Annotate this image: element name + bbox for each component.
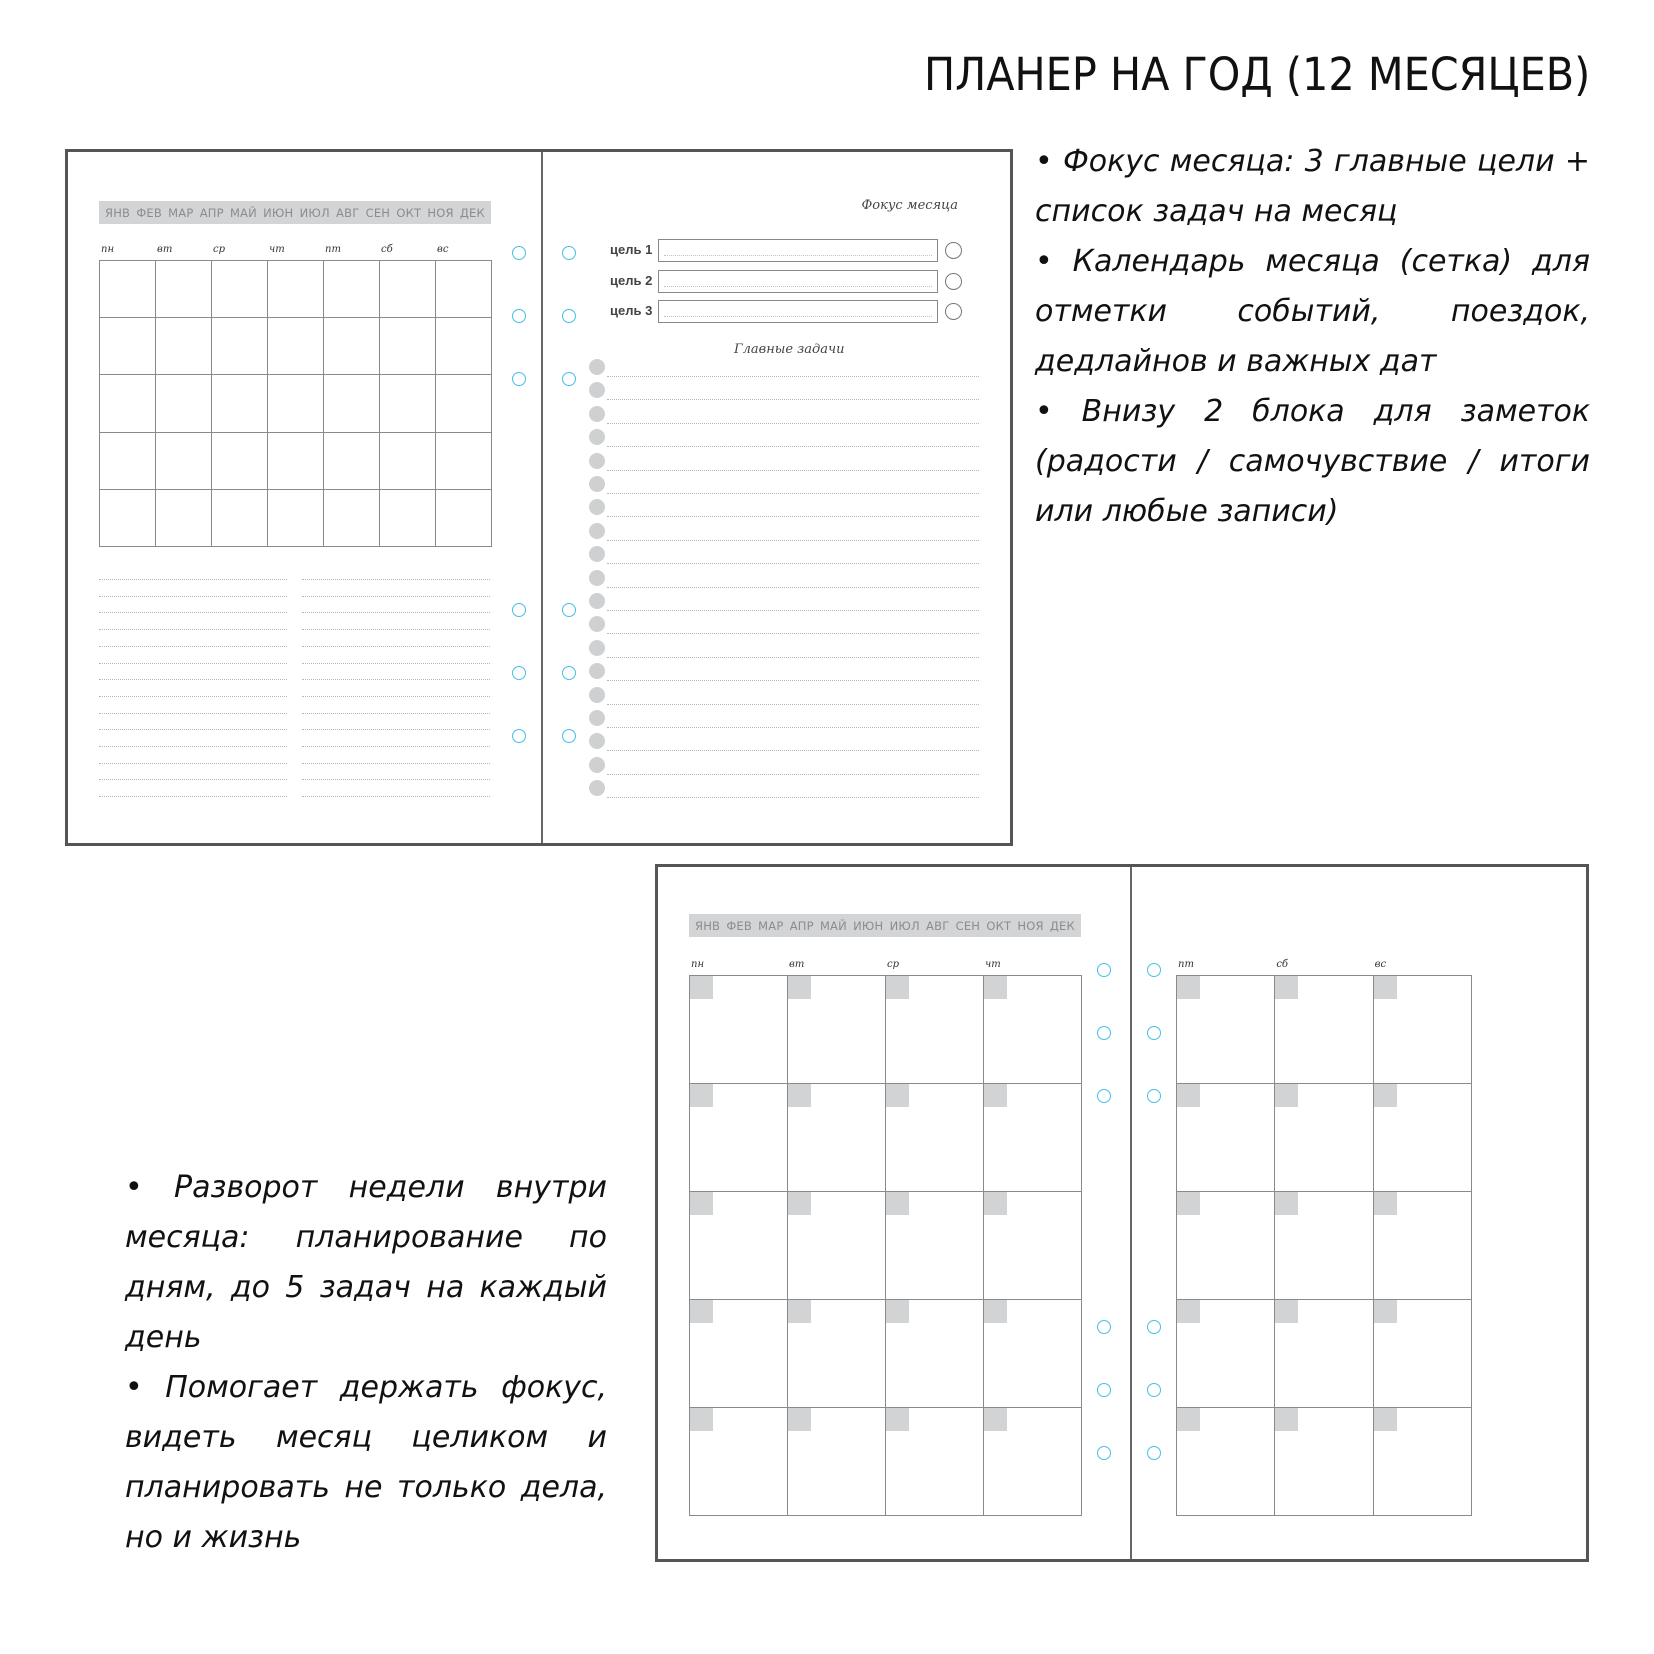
date-tab	[1177, 1408, 1200, 1431]
calendar-day-cell[interactable]	[379, 317, 437, 376]
date-tab	[1275, 1300, 1298, 1323]
calendar-day-cell[interactable]	[155, 374, 213, 433]
calendar-day-cell[interactable]	[323, 488, 381, 547]
week-day-cell[interactable]	[983, 1191, 1083, 1301]
description-paragraph: • Внизу 2 блока для заметок (радости / самочувствие / итоги или любые записи)	[1035, 394, 1590, 529]
ring-hole-icon	[1147, 1089, 1161, 1103]
calendar-day-cell[interactable]	[379, 488, 437, 547]
ring-hole-icon	[1147, 1383, 1161, 1397]
month-tab-4[interactable]: АПР	[789, 918, 814, 933]
calendar-day-cell[interactable]	[211, 260, 269, 319]
calendar-day-cell[interactable]	[211, 431, 269, 490]
month-tab-9[interactable]: СЕН	[365, 205, 391, 220]
month-tab-2[interactable]: ФЕВ	[726, 918, 752, 933]
week-day-cell[interactable]	[689, 1191, 789, 1301]
goal-label: цель 3	[610, 303, 653, 318]
date-tab	[1374, 1192, 1397, 1215]
month-tab-6[interactable]: ИЮН	[853, 918, 884, 933]
note-line[interactable]	[99, 763, 287, 764]
task-bullet-icon[interactable]	[589, 429, 605, 445]
date-tab	[788, 1192, 811, 1215]
task-bullet-icon[interactable]	[589, 382, 605, 398]
week-day-cell[interactable]	[885, 1191, 985, 1301]
task-bullet-icon[interactable]	[589, 359, 605, 375]
calendar-day-cell[interactable]	[323, 431, 381, 490]
task-line[interactable]	[607, 470, 979, 471]
task-line[interactable]	[607, 376, 979, 377]
note-line[interactable]	[302, 746, 490, 747]
date-tab	[886, 1084, 909, 1107]
date-tab	[788, 1300, 811, 1323]
week-day-cell[interactable]	[1372, 1299, 1472, 1409]
weekday-label: вт	[157, 244, 173, 255]
task-bullet-icon[interactable]	[589, 593, 605, 609]
note-line[interactable]	[99, 663, 287, 664]
date-tab	[1374, 1084, 1397, 1107]
task-bullet-icon[interactable]	[589, 616, 605, 632]
date-tab	[886, 976, 909, 999]
week-day-cell[interactable]	[885, 975, 985, 1085]
note-line[interactable]	[99, 796, 287, 797]
date-tab	[1275, 1084, 1298, 1107]
week-day-cell[interactable]	[689, 1083, 789, 1193]
task-line[interactable]	[607, 704, 979, 705]
month-tab-3[interactable]: МАР	[758, 918, 784, 933]
week-day-cell[interactable]	[689, 975, 789, 1085]
task-line[interactable]	[607, 727, 979, 728]
note-line[interactable]	[302, 796, 490, 797]
goal-label: цель 1	[610, 242, 653, 257]
note-line[interactable]	[302, 663, 490, 664]
week-day-cell[interactable]	[983, 1299, 1083, 1409]
ring-hole-icon	[512, 246, 526, 260]
week-day-cell[interactable]	[787, 1299, 887, 1409]
note-line[interactable]	[302, 629, 490, 630]
calendar-day-cell[interactable]	[99, 317, 157, 376]
weekday-label: сб	[1276, 959, 1289, 970]
task-line[interactable]	[607, 750, 979, 751]
month-tab-10[interactable]: ОКТ	[396, 205, 422, 220]
week-day-cell[interactable]	[983, 1407, 1083, 1517]
goal-checkbox[interactable]	[945, 273, 962, 290]
weekday-label: ср	[213, 244, 226, 255]
goal-input[interactable]	[658, 270, 938, 293]
task-line[interactable]	[607, 493, 979, 494]
calendar-day-cell[interactable]	[435, 374, 493, 433]
task-line[interactable]	[607, 423, 979, 424]
ring-hole-icon	[1097, 1383, 1111, 1397]
task-bullet-icon[interactable]	[589, 453, 605, 469]
spine-divider	[1130, 867, 1132, 1559]
week-day-cell[interactable]	[787, 1083, 887, 1193]
week-day-cell[interactable]	[1274, 1299, 1374, 1409]
week-day-cell[interactable]	[1372, 975, 1472, 1085]
calendar-day-cell[interactable]	[323, 374, 381, 433]
date-tab	[788, 1408, 811, 1431]
calendar-day-cell[interactable]	[211, 317, 269, 376]
calendar-day-cell[interactable]	[155, 317, 213, 376]
calendar-day-cell[interactable]	[267, 317, 325, 376]
date-tab	[690, 976, 713, 999]
date-tab	[690, 1192, 713, 1215]
date-tab	[886, 1192, 909, 1215]
note-line[interactable]	[99, 629, 287, 630]
week-day-cell[interactable]	[1176, 1299, 1276, 1409]
month-tab-6[interactable]: ИЮН	[263, 205, 294, 220]
note-line[interactable]	[302, 696, 490, 697]
ring-hole-icon	[1097, 1089, 1111, 1103]
calendar-day-cell[interactable]	[323, 260, 381, 319]
note-line[interactable]	[99, 696, 287, 697]
date-tab	[1275, 1408, 1298, 1431]
date-tab	[886, 1300, 909, 1323]
week-day-cell[interactable]	[983, 1083, 1083, 1193]
date-tab	[886, 1408, 909, 1431]
ring-hole-icon	[562, 246, 576, 260]
date-tab	[1177, 1300, 1200, 1323]
calendar-day-cell[interactable]	[155, 431, 213, 490]
date-tab	[984, 1192, 1007, 1215]
calendar-day-cell[interactable]	[435, 488, 493, 547]
note-line[interactable]	[99, 729, 287, 730]
note-line[interactable]	[99, 646, 287, 647]
date-tab	[984, 1408, 1007, 1431]
weekday-label: пт	[325, 244, 341, 255]
task-line[interactable]	[607, 563, 979, 564]
goal-input-guideline	[664, 316, 932, 317]
note-line[interactable]	[302, 729, 490, 730]
calendar-day-cell[interactable]	[155, 488, 213, 547]
note-line[interactable]	[302, 596, 490, 597]
calendar-day-cell[interactable]	[267, 488, 325, 547]
ring-hole-icon	[1097, 963, 1111, 977]
weekday-label: вс	[1374, 959, 1387, 970]
goal-input-guideline	[664, 255, 932, 256]
page-title: ПЛАНЕР НА ГОД (12 МЕСЯЦЕВ)	[923, 48, 1590, 101]
date-tab	[1177, 1192, 1200, 1215]
month-tab-4[interactable]: АПР	[199, 205, 224, 220]
month-tab-10[interactable]: ОКТ	[986, 918, 1012, 933]
weekday-label: пт	[1178, 959, 1194, 970]
week-day-cell[interactable]	[787, 975, 887, 1085]
task-line[interactable]	[607, 657, 979, 658]
note-line[interactable]	[99, 779, 287, 780]
week-day-cell[interactable]	[787, 1407, 887, 1517]
note-line[interactable]	[99, 746, 287, 747]
weekday-label: сб	[381, 244, 393, 255]
date-tab	[1177, 1084, 1200, 1107]
calendar-day-cell[interactable]	[267, 260, 325, 319]
focus-month-title: Фокус месяца	[861, 198, 958, 213]
ring-hole-icon	[512, 309, 526, 323]
date-tab	[788, 1084, 811, 1107]
ring-hole-icon	[1097, 1026, 1111, 1040]
month-calendar-grid	[99, 260, 491, 546]
ring-hole-icon	[512, 666, 526, 680]
date-tab	[690, 1408, 713, 1431]
note-line[interactable]	[99, 596, 287, 597]
month-tab-8[interactable]: АВГ	[336, 205, 360, 220]
week-day-cell[interactable]	[1372, 1407, 1472, 1517]
ring-hole-icon	[1147, 1320, 1161, 1334]
calendar-day-cell[interactable]	[99, 431, 157, 490]
task-line[interactable]	[607, 797, 979, 798]
note-line[interactable]	[302, 779, 490, 780]
goal-checkbox[interactable]	[945, 303, 962, 320]
calendar-day-cell[interactable]	[99, 488, 157, 547]
week-day-cell[interactable]	[885, 1299, 985, 1409]
week-day-cell[interactable]	[885, 1407, 985, 1517]
spine-divider	[541, 152, 543, 843]
date-tab	[1374, 1300, 1397, 1323]
note-line[interactable]	[302, 612, 490, 613]
week-day-cell[interactable]	[1274, 1083, 1374, 1193]
week-day-cell[interactable]	[1176, 975, 1276, 1085]
note-line[interactable]	[302, 713, 490, 714]
calendar-day-cell[interactable]	[379, 374, 437, 433]
calendar-day-cell[interactable]	[99, 374, 157, 433]
task-bullet-icon[interactable]	[589, 687, 605, 703]
date-tab	[1177, 976, 1200, 999]
month-tab-7[interactable]: ИЮЛ	[889, 918, 920, 933]
ring-hole-icon	[512, 603, 526, 617]
goal-input[interactable]	[658, 239, 938, 262]
month-tab-5[interactable]: МАЙ	[229, 205, 257, 220]
date-tab	[984, 976, 1007, 999]
month-tab-2[interactable]: ФЕВ	[136, 205, 162, 220]
task-bullet-icon[interactable]	[589, 499, 605, 515]
date-tab	[984, 1300, 1007, 1323]
main-tasks-title: Главные задачи	[734, 342, 845, 357]
note-line[interactable]	[302, 579, 490, 580]
date-tab	[1374, 1408, 1397, 1431]
weekday-label: пн	[691, 959, 705, 970]
weekday-label: чт	[985, 959, 1001, 970]
month-tab-3[interactable]: МАР	[168, 205, 194, 220]
note-line[interactable]	[99, 612, 287, 613]
month-tab-9[interactable]: СЕН	[955, 918, 981, 933]
month-selector-bar	[99, 201, 491, 224]
goal-checkbox[interactable]	[945, 242, 962, 259]
description-paragraph: • Календарь месяца (сетка) для отметки событий, поездок, дедлайнов и важных дат	[1035, 244, 1590, 379]
week-spread-description	[125, 1163, 607, 1563]
weekday-label: ср	[887, 959, 900, 970]
calendar-day-cell[interactable]	[99, 260, 157, 319]
description-paragraph: • Фокус месяца: 3 главные цели + список задач на месяц	[1035, 144, 1590, 229]
task-line[interactable]	[607, 587, 979, 588]
week-day-cell[interactable]	[1372, 1083, 1472, 1193]
task-line[interactable]	[607, 680, 979, 681]
week-day-cell[interactable]	[689, 1299, 789, 1409]
month-tab-8[interactable]: АВГ	[926, 918, 950, 933]
ring-hole-icon	[562, 666, 576, 680]
ring-hole-icon	[512, 372, 526, 386]
date-tab	[690, 1300, 713, 1323]
ring-hole-icon	[1147, 1446, 1161, 1460]
weekday-label: вт	[789, 959, 805, 970]
note-line[interactable]	[302, 646, 490, 647]
ring-hole-icon	[1147, 1026, 1161, 1040]
task-bullet-icon[interactable]	[589, 546, 605, 562]
goal-label: цель 2	[610, 272, 653, 288]
calendar-day-cell[interactable]	[435, 317, 493, 376]
date-tab	[1374, 976, 1397, 999]
date-tab	[984, 1084, 1007, 1107]
week-day-cell[interactable]	[1176, 1083, 1276, 1193]
month-tab-7[interactable]: ИЮЛ	[299, 205, 330, 220]
ring-hole-icon	[1097, 1446, 1111, 1460]
ring-hole-icon	[562, 729, 576, 743]
task-bullet-icon[interactable]	[589, 570, 605, 586]
weekday-label: вс	[437, 244, 449, 255]
calendar-day-cell[interactable]	[211, 488, 269, 547]
task-line[interactable]	[607, 516, 979, 517]
weekday-label: чт	[269, 244, 285, 255]
calendar-day-cell[interactable]	[155, 260, 213, 319]
month-tab-12[interactable]: ДЕК	[459, 205, 485, 220]
note-line[interactable]	[302, 679, 490, 680]
task-bullet-icon[interactable]	[589, 663, 605, 679]
calendar-day-cell[interactable]	[435, 431, 493, 490]
calendar-day-cell[interactable]	[435, 260, 493, 319]
task-bullet-icon[interactable]	[589, 640, 605, 656]
note-line[interactable]	[99, 579, 287, 580]
weekday-label: пн	[101, 244, 115, 255]
week-day-cell[interactable]	[689, 1407, 789, 1517]
description-paragraph: • Помогает держать фокус, видеть месяц целиком и планировать не только дела, но и жизнь	[125, 1370, 607, 1555]
week-day-cell[interactable]	[1176, 1191, 1276, 1301]
week-day-cell[interactable]	[983, 975, 1083, 1085]
task-line[interactable]	[607, 399, 979, 400]
ring-hole-icon	[562, 372, 576, 386]
note-line[interactable]	[99, 713, 287, 714]
task-line[interactable]	[607, 610, 979, 611]
week-day-cell[interactable]	[787, 1191, 887, 1301]
task-bullet-icon[interactable]	[589, 710, 605, 726]
month-spread-description	[1035, 137, 1590, 537]
description-paragraph: • Разворот недели внутри месяца: планирование по дням, до 5 задач на каждый день	[125, 1170, 607, 1355]
task-line[interactable]	[607, 540, 979, 541]
week-grid-right	[1176, 975, 1471, 1515]
goal-input-guideline	[664, 286, 932, 287]
date-tab	[690, 1084, 713, 1107]
week-day-cell[interactable]	[1274, 1191, 1374, 1301]
ring-hole-icon	[512, 729, 526, 743]
calendar-day-cell[interactable]	[379, 260, 437, 319]
task-line[interactable]	[607, 774, 979, 775]
task-line[interactable]	[607, 446, 979, 447]
month-tab-1[interactable]: ЯНВ	[105, 205, 131, 220]
calendar-day-cell[interactable]	[211, 374, 269, 433]
month-tab-5[interactable]: МАЙ	[819, 918, 847, 933]
week-day-cell[interactable]	[885, 1083, 985, 1193]
ring-hole-icon	[562, 309, 576, 323]
week-day-cell[interactable]	[1274, 975, 1374, 1085]
task-bullet-icon[interactable]	[589, 476, 605, 492]
calendar-day-cell[interactable]	[379, 431, 437, 490]
note-line[interactable]	[302, 763, 490, 764]
calendar-day-cell[interactable]	[267, 431, 325, 490]
month-tab-1[interactable]: ЯНВ	[695, 918, 721, 933]
week-day-cell[interactable]	[1176, 1407, 1276, 1517]
calendar-day-cell[interactable]	[323, 317, 381, 376]
task-bullet-icon[interactable]	[589, 757, 605, 773]
task-line[interactable]	[607, 633, 979, 634]
month-tab-11[interactable]: НОЯ	[1017, 918, 1044, 933]
ring-hole-icon	[1097, 1320, 1111, 1334]
date-tab	[1275, 1192, 1298, 1215]
goal-input[interactable]	[658, 300, 938, 323]
month-spread	[65, 149, 1013, 846]
calendar-day-cell[interactable]	[267, 374, 325, 433]
month-selector-bar	[689, 914, 1081, 937]
date-tab	[788, 976, 811, 999]
task-bullet-icon[interactable]	[589, 780, 605, 796]
ring-hole-icon	[562, 603, 576, 617]
month-tab-12[interactable]: ДЕК	[1049, 918, 1075, 933]
task-bullet-icon[interactable]	[589, 406, 605, 422]
date-tab	[1275, 976, 1298, 999]
week-spread	[655, 864, 1589, 1562]
week-day-cell[interactable]	[1274, 1407, 1374, 1517]
task-bullet-icon[interactable]	[589, 523, 605, 539]
week-grid-left	[689, 975, 1081, 1515]
note-line[interactable]	[99, 679, 287, 680]
month-tab-11[interactable]: НОЯ	[427, 205, 454, 220]
ring-hole-icon	[1147, 963, 1161, 977]
week-day-cell[interactable]	[1372, 1191, 1472, 1301]
task-bullet-icon[interactable]	[589, 733, 605, 749]
